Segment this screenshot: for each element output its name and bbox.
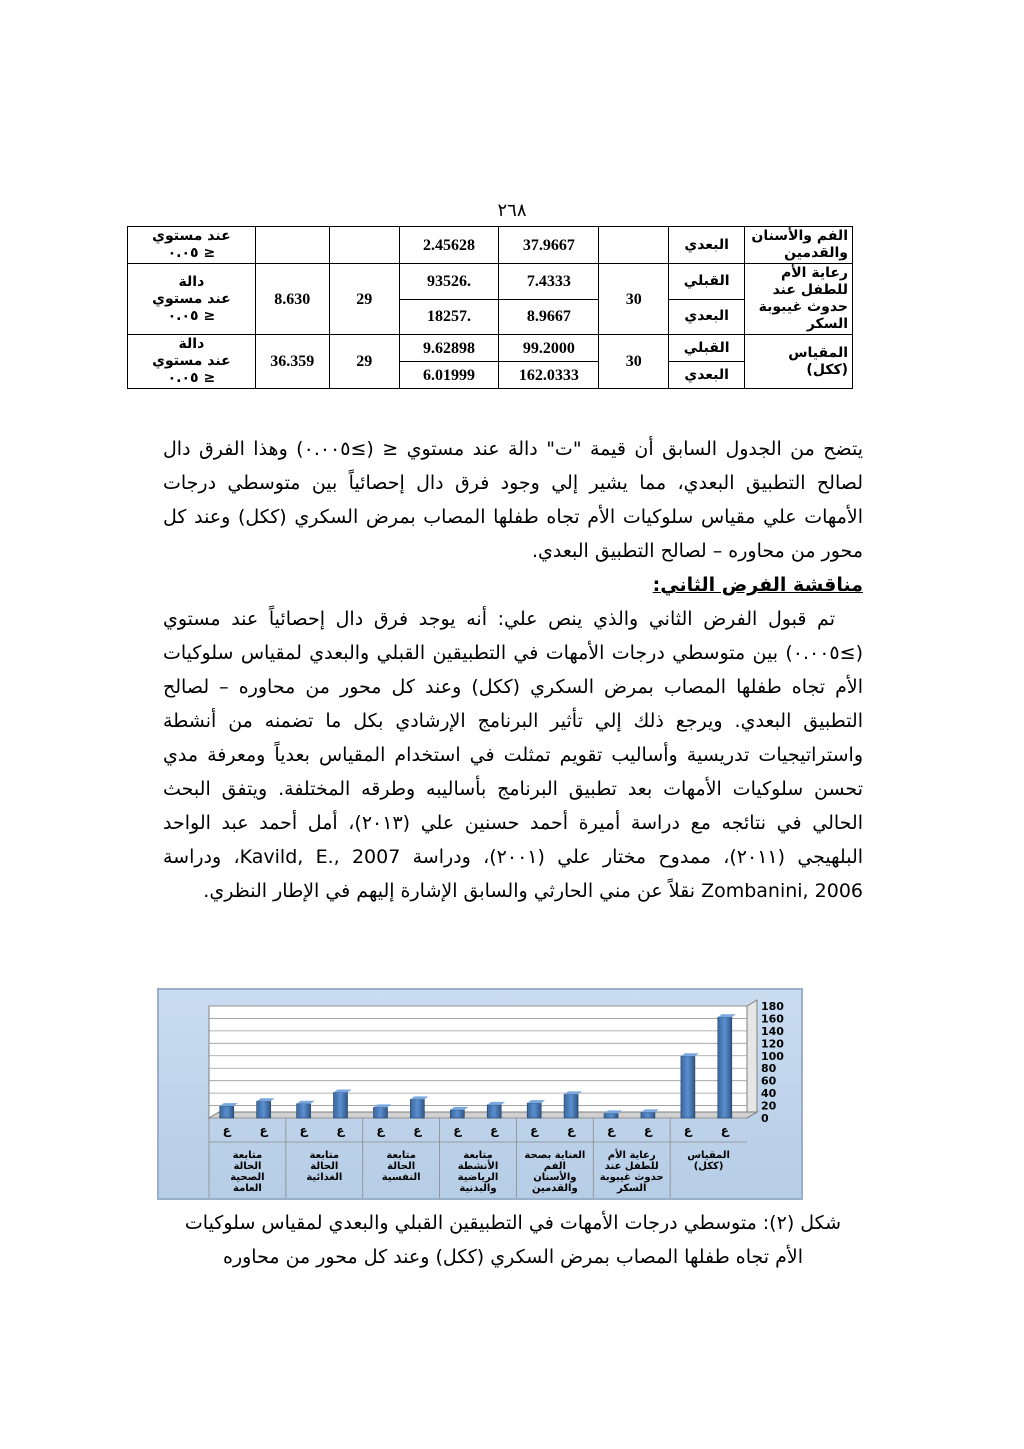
significance-cell: عند مستوي ≤ ٠.٠٥ bbox=[128, 227, 256, 264]
t-cell: 8.630 bbox=[255, 264, 329, 335]
y-tick-label: 140 bbox=[761, 1024, 784, 1038]
t-cell bbox=[255, 227, 329, 264]
y-tick-label: 180 bbox=[761, 1000, 784, 1013]
bar-tick-label: ع bbox=[683, 1123, 693, 1137]
application-cell: القبلي bbox=[669, 264, 745, 300]
bar-tick-label: ع bbox=[530, 1123, 539, 1137]
bar bbox=[641, 1112, 655, 1118]
y-tick-label: 40 bbox=[761, 1087, 777, 1101]
mean-cell: 7.4333 bbox=[499, 264, 599, 300]
application-cell: البعدي bbox=[669, 362, 745, 389]
row-label: رعاية الأم للطفل عند حدوث غيبوبة السكر bbox=[745, 264, 853, 335]
n-cell bbox=[599, 227, 669, 264]
bar bbox=[334, 1092, 348, 1118]
table-row bbox=[128, 335, 853, 362]
caption-line: الأم تجاه طفلها المصاب بمرض السكري (ككل) وعند كل محور من محاوره bbox=[223, 1246, 803, 1268]
bar bbox=[410, 1099, 424, 1118]
bar-tick-label: ع bbox=[299, 1123, 308, 1137]
df-cell: 29 bbox=[329, 335, 399, 389]
sd-cell: .93526 bbox=[399, 264, 499, 300]
figure-caption bbox=[163, 1206, 863, 1274]
bar bbox=[604, 1113, 618, 1118]
bar-tick-label: ع bbox=[490, 1123, 499, 1137]
category-label: متابعة الحالة النفسية bbox=[381, 1150, 421, 1183]
caption-line: شكل (٢): متوسطي درجات الأمهات في التطبيقين القبلي والبعدي لمقياس سلوكيات bbox=[184, 1212, 842, 1234]
row-label: المقياس (ككل) bbox=[745, 335, 853, 389]
bar-tick-label: ع bbox=[566, 1123, 576, 1137]
df-cell: 29 bbox=[329, 264, 399, 335]
plot-area bbox=[209, 1006, 747, 1118]
n-cell: 30 bbox=[599, 335, 669, 389]
y-tick-label: 160 bbox=[761, 1012, 784, 1026]
row-label: الفم والأسنان والقدمين bbox=[745, 227, 853, 264]
significance-cell: دالة عند مستوي ≤ ٠.٠٥ bbox=[128, 264, 256, 335]
bar bbox=[450, 1110, 464, 1118]
sd-cell: 9.62898 bbox=[399, 335, 499, 362]
mean-cell: 99.2000 bbox=[499, 335, 599, 362]
bar-tick-label: ع bbox=[336, 1123, 345, 1137]
category-label: المقياس (ككل) bbox=[687, 1150, 730, 1172]
y-tick-label: 80 bbox=[761, 1062, 777, 1076]
bar-tick-label: ع bbox=[376, 1123, 385, 1137]
bar bbox=[257, 1101, 271, 1118]
bar bbox=[373, 1107, 387, 1118]
bar-tick-label: ع bbox=[259, 1123, 268, 1137]
bar bbox=[527, 1103, 541, 1118]
bar-tick-label: ع bbox=[720, 1123, 729, 1137]
results-table bbox=[127, 226, 853, 389]
application-cell: البعدي bbox=[669, 227, 745, 264]
category-label: رعاية الأم للطفل عند حدوث غيبوبة السكر bbox=[599, 1150, 664, 1194]
sd-cell: .18257 bbox=[399, 299, 499, 335]
bar-chart bbox=[157, 988, 803, 1200]
mean-cell: 162.0333 bbox=[499, 362, 599, 389]
bar bbox=[681, 1056, 695, 1118]
paragraph-results: يتضح من الجدول السابق أن قيمة "ت" دالة عند مستوي ≤ (≥٠.٠٠٥) وهذا الفرق دال لصالح التطبيق البعدي، مما يشير إلي وجود فرق دال إحصائياً بين متوسطي درجات الأمهات علي مقياس سلوكيات الأم تجاه طفلها المصاب بمرض السكري (ككل) وعند كل محور من محاوره – لصالح التطبيق البعدي. bbox=[163, 438, 863, 562]
bar-tick-label: ع bbox=[606, 1123, 616, 1137]
sd-cell: 2.45628 bbox=[399, 227, 499, 264]
t-cell: 36.359 bbox=[255, 335, 329, 389]
df-cell bbox=[329, 227, 399, 264]
table-row bbox=[128, 227, 853, 264]
bar bbox=[718, 1017, 732, 1118]
bar bbox=[220, 1106, 234, 1118]
category-label: متابعة الحالة الغذائية bbox=[306, 1150, 343, 1183]
bar-tick-label: ع bbox=[643, 1123, 653, 1137]
bar bbox=[564, 1094, 578, 1118]
y-tick-label: 20 bbox=[761, 1099, 777, 1113]
bar-tick-label: ع bbox=[222, 1123, 231, 1137]
mean-cell: 37.9667 bbox=[499, 227, 599, 264]
application-cell: القبلي bbox=[669, 335, 745, 362]
bar-tick-label: ع bbox=[413, 1123, 422, 1137]
application-cell: البعدي bbox=[669, 299, 745, 335]
plot-side-wall bbox=[747, 1000, 757, 1118]
plot-floor bbox=[209, 1112, 757, 1118]
paragraph-discussion: تم قبول الفرض الثاني والذي ينص علي: أنه يوجد فرق دال إحصائياً عند مستوي (≥٠.٠٠٥) بين متوسطي درجات الأمهات في التطبيقين القبلي والبعدي لمقياس سلوكيات الأم تجاه طفلها المصاب بمرض السكري (ككل) وعند كل محور من محاوره – لصالح التطبيق البعدي. ويرجع ذلك إلي تأثير البرنامج الإرشادي بكل ما تضمنه من أنشطة واستراتيجيات تدريسية وأساليب تقويم تمثلت في استخدام المقياس بعدياً ومعرفة مدي تحسن سلوكيات الأمهات بعد تطبيق البرنامج بأساليبه وطرقه المختلفة. ويتفق البحث الحالي في نتائجه مع دراسة أميرة أحمد حسنين علي (٢٠١٣)، أمل أحمد عبد الواحد البلهيجي (٢٠١١)، ممدوح مختار علي (٢٠٠١)، ودراسة Kavild, E., 2007، ودراسة Zombanini, 2006 نقلاً عن مني الحارثي والسابق الإشارة إليهم في الإطار النظري. bbox=[163, 608, 864, 902]
sd-cell: 6.01999 bbox=[399, 362, 499, 389]
category-label: متابعة الحالة الصحية العامة bbox=[230, 1150, 265, 1194]
table-row bbox=[128, 264, 853, 300]
bar bbox=[297, 1104, 311, 1118]
y-tick-label: 120 bbox=[761, 1037, 784, 1051]
y-tick-label: 60 bbox=[761, 1074, 777, 1088]
body-text bbox=[163, 432, 863, 908]
n-cell: 30 bbox=[599, 264, 669, 335]
chart-svg bbox=[159, 990, 801, 1198]
y-tick-label: 100 bbox=[761, 1049, 784, 1063]
section-heading: مناقشة الفرض الثاني: bbox=[652, 574, 863, 596]
y-tick-label: 0 bbox=[761, 1112, 769, 1125]
category-label: العناية بصحة الفم والأسنان والقدمين bbox=[524, 1150, 586, 1194]
significance-cell: دالة عند مستوي ≤ ٠.٠٥ bbox=[128, 335, 256, 389]
category-label: متابعة الأنشطة الرياضية والبدنية bbox=[457, 1150, 499, 1194]
bar-tick-label: ع bbox=[453, 1123, 462, 1137]
mean-cell: 8.9667 bbox=[499, 299, 599, 335]
bar bbox=[487, 1105, 501, 1118]
page-number: ٢٦٨ bbox=[497, 200, 527, 221]
